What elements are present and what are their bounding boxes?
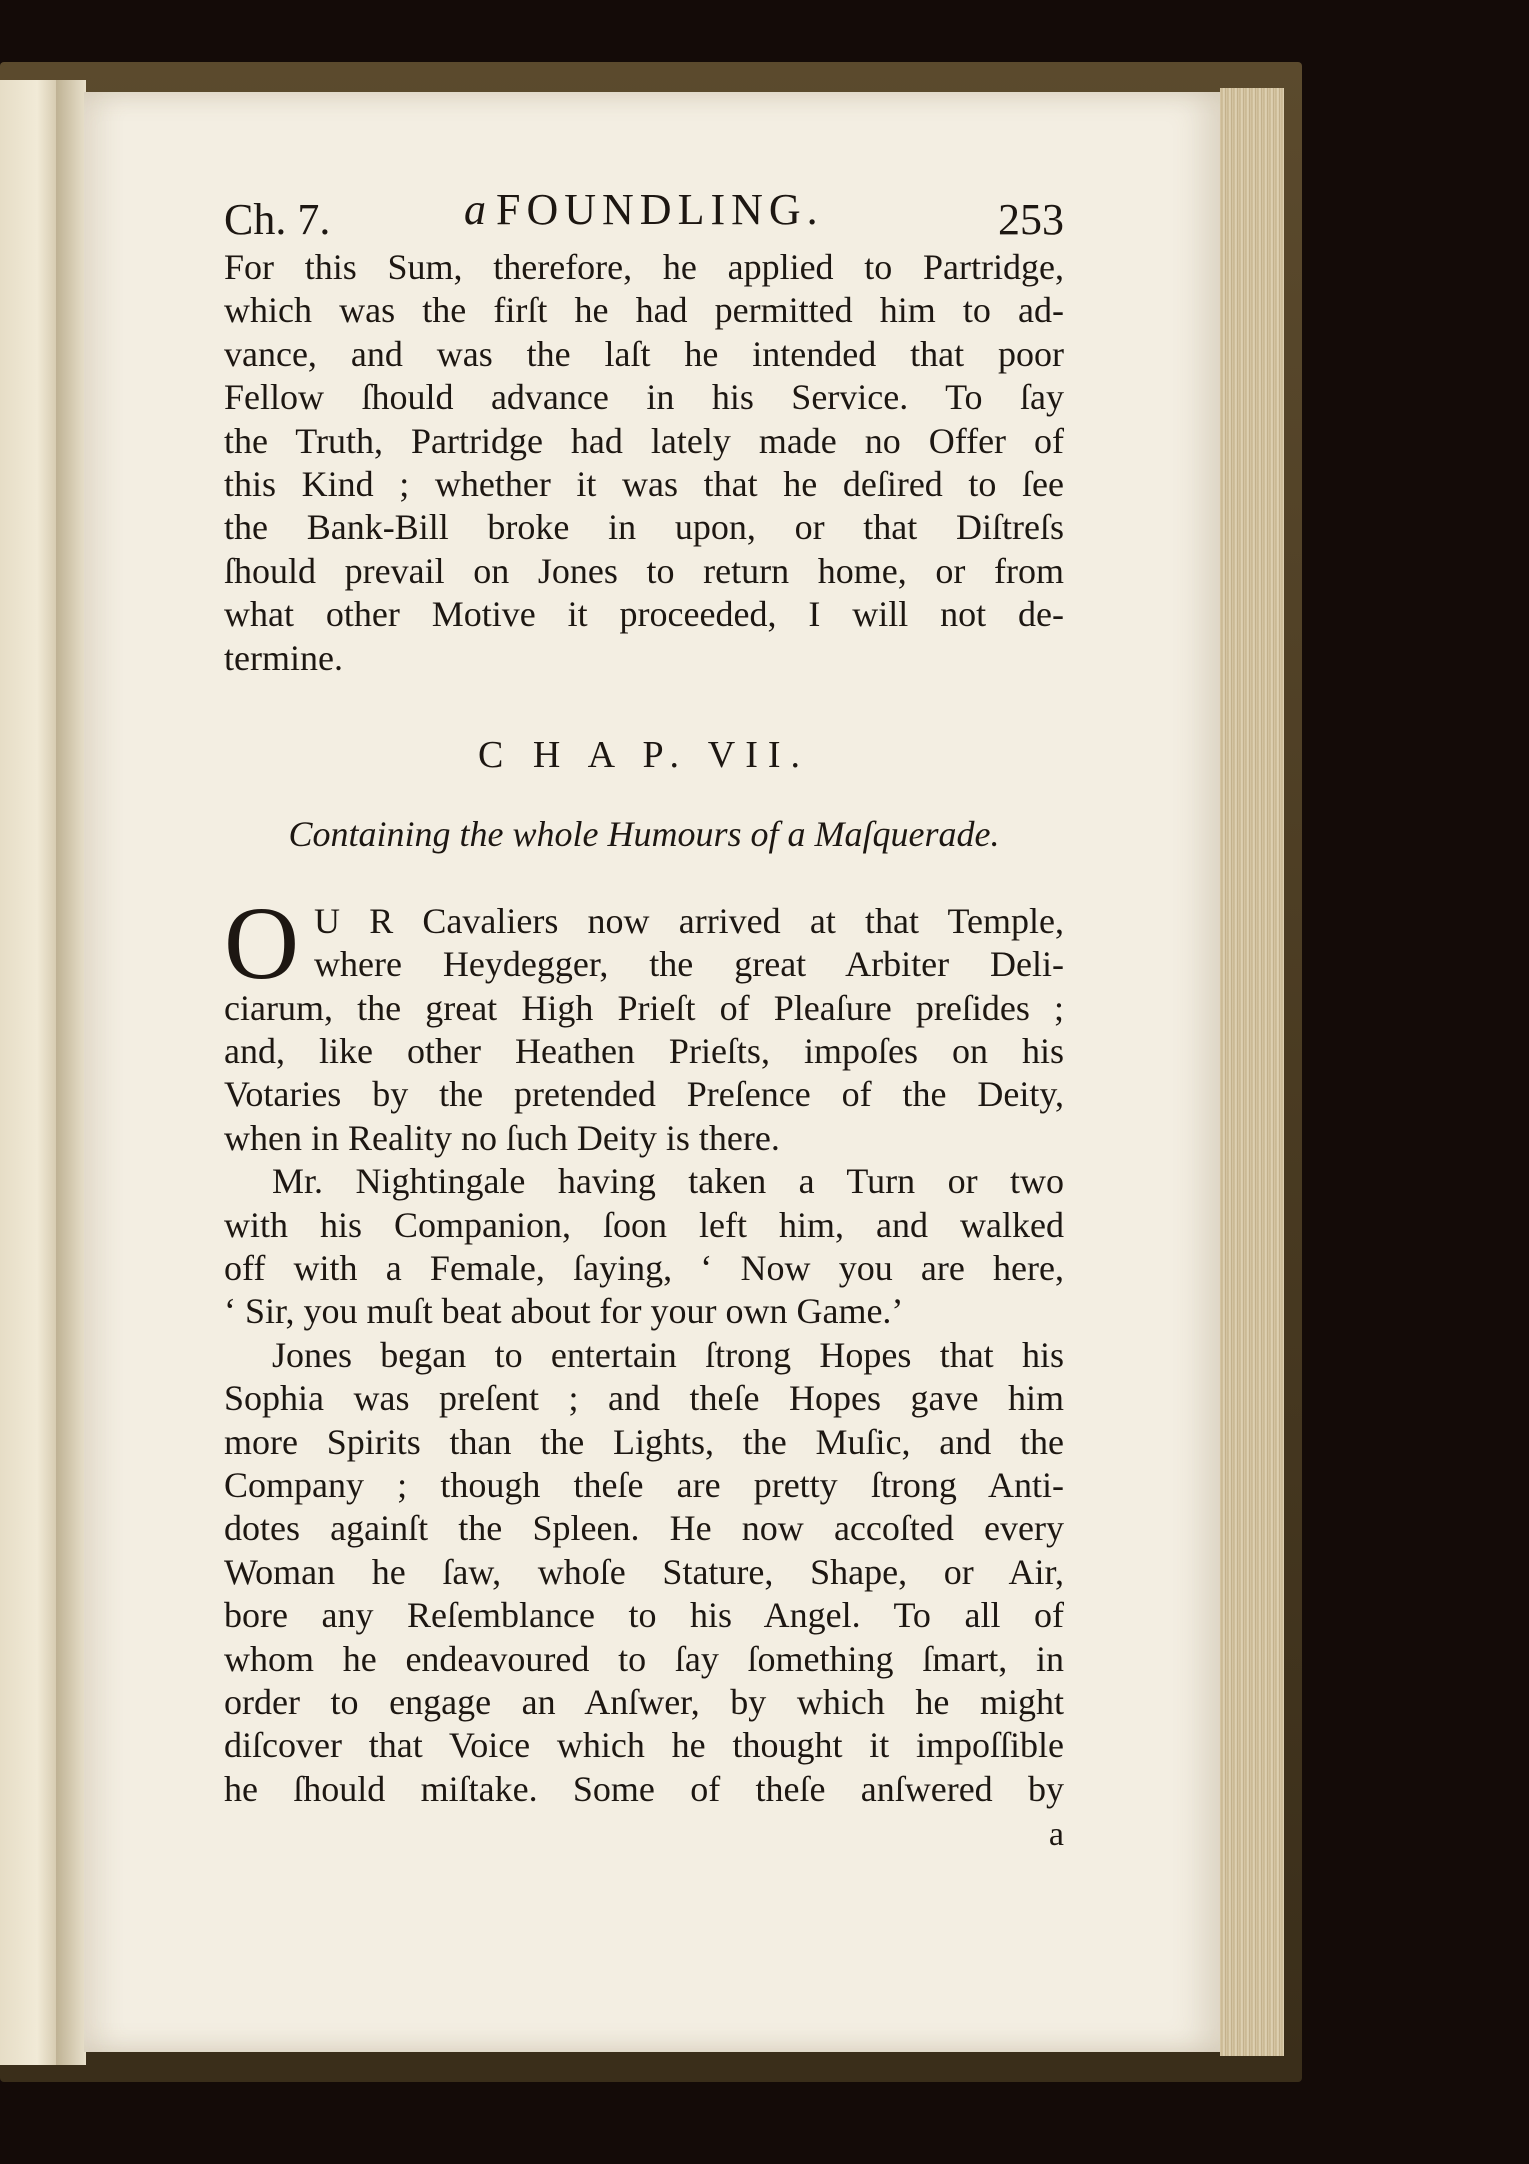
text-line: termine. xyxy=(224,637,343,678)
page-text xyxy=(224,184,1064,1859)
text-line: more Spirits than the Lights, the Muſic, and the xyxy=(224,1421,1064,1462)
text-line: Sophia was preſent ; and theſe Hopes gave him xyxy=(224,1378,1064,1419)
text-line: Fellow ſhould advance in his Service. To ſay xyxy=(224,377,1064,418)
page-gutter xyxy=(56,80,86,2065)
text-line: order to engage an Anſwer, by which he might xyxy=(224,1681,1064,1722)
text-line: where Heydegger, the great Arbiter Deli- xyxy=(314,944,1064,985)
text-line: which was the firſt he had permitted him to ad- xyxy=(224,290,1064,331)
running-head-article: a xyxy=(464,185,486,234)
text-line: the Truth, Partridge had lately made no Offer of xyxy=(224,420,1064,461)
text-line: Jones began to entertain ſtrong Hopes that his xyxy=(272,1334,1064,1375)
left-page-edge xyxy=(0,80,62,2065)
running-head-title xyxy=(464,184,824,235)
paragraph-1 xyxy=(224,246,1064,680)
text-line: the Bank-Bill broke in upon, or that Diſtreſs xyxy=(224,507,1064,548)
running-head-title-text: FOUNDLING. xyxy=(496,185,824,234)
text-line: what other Motive it proceeded, I will not de- xyxy=(224,594,1064,635)
paragraph-4 xyxy=(224,1334,1064,1811)
text-line: off with a Female, ſaying, ‘ Now you are here, xyxy=(224,1248,1064,1289)
paragraph-2 xyxy=(224,885,1064,1160)
chapter-title: Containing the whole Humours of a Maſquerade. xyxy=(288,813,1000,854)
catchword: a xyxy=(1048,1816,1064,1854)
running-head-chapter: Ch. 7. xyxy=(224,195,331,244)
text-line: ‘ Sir, you muſt beat about for your own Game.’ xyxy=(224,1291,904,1332)
page-fore-edge xyxy=(1220,88,1284,2056)
text-line: Woman he ſaw, whoſe Stature, Shape, or Air, xyxy=(224,1551,1064,1592)
text-line: he ſhould miſtake. Some of theſe anſwered by xyxy=(224,1768,1064,1809)
text-line: Company ; though theſe are pretty ſtrong Anti- xyxy=(224,1464,1064,1505)
text-line: bore any Reſemblance to his Angel. To all of xyxy=(224,1595,1064,1636)
text-line: vance, and was the laſt he intended that poor xyxy=(224,333,1064,374)
page-number: 253 xyxy=(998,195,1064,244)
text-line: diſcover that Voice which he thought it impoſſible xyxy=(224,1725,1064,1766)
chapter-heading: C H A P. VII. xyxy=(477,733,811,776)
text-line: For this Sum, therefore, he applied to Partridge, xyxy=(224,247,1064,287)
text-line: Mr. Nightingale having taken a Turn or two xyxy=(272,1161,1064,1202)
text-line: whom he endeavoured to ſay ſomething ſmart, in xyxy=(224,1638,1064,1679)
text-line: dotes againſt the Spleen. He now accoſted every xyxy=(224,1508,1064,1549)
text-line: ſhould prevail on Jones to return home, or from xyxy=(224,550,1064,591)
text-line: ciarum, the great High Prieſt of Pleaſure preſides ; xyxy=(224,987,1064,1028)
running-head xyxy=(224,184,1064,246)
text-line: and, like other Heathen Prieſts, impoſes on his xyxy=(224,1031,1064,1072)
paragraph-3 xyxy=(224,1160,1064,1334)
drop-cap: O xyxy=(224,885,300,1001)
text-line: when in Reality no ſuch Deity is there. xyxy=(224,1117,780,1158)
text-line: this Kind ; whether it was that he deſired to ſee xyxy=(224,463,1064,504)
text-line: Votaries by the pretended Preſence of the Deity, xyxy=(224,1074,1064,1115)
text-line: with his Companion, ſoon left him, and walked xyxy=(224,1204,1064,1245)
text-line: U R Cavaliers now arrived at that Temple, xyxy=(314,900,1064,941)
